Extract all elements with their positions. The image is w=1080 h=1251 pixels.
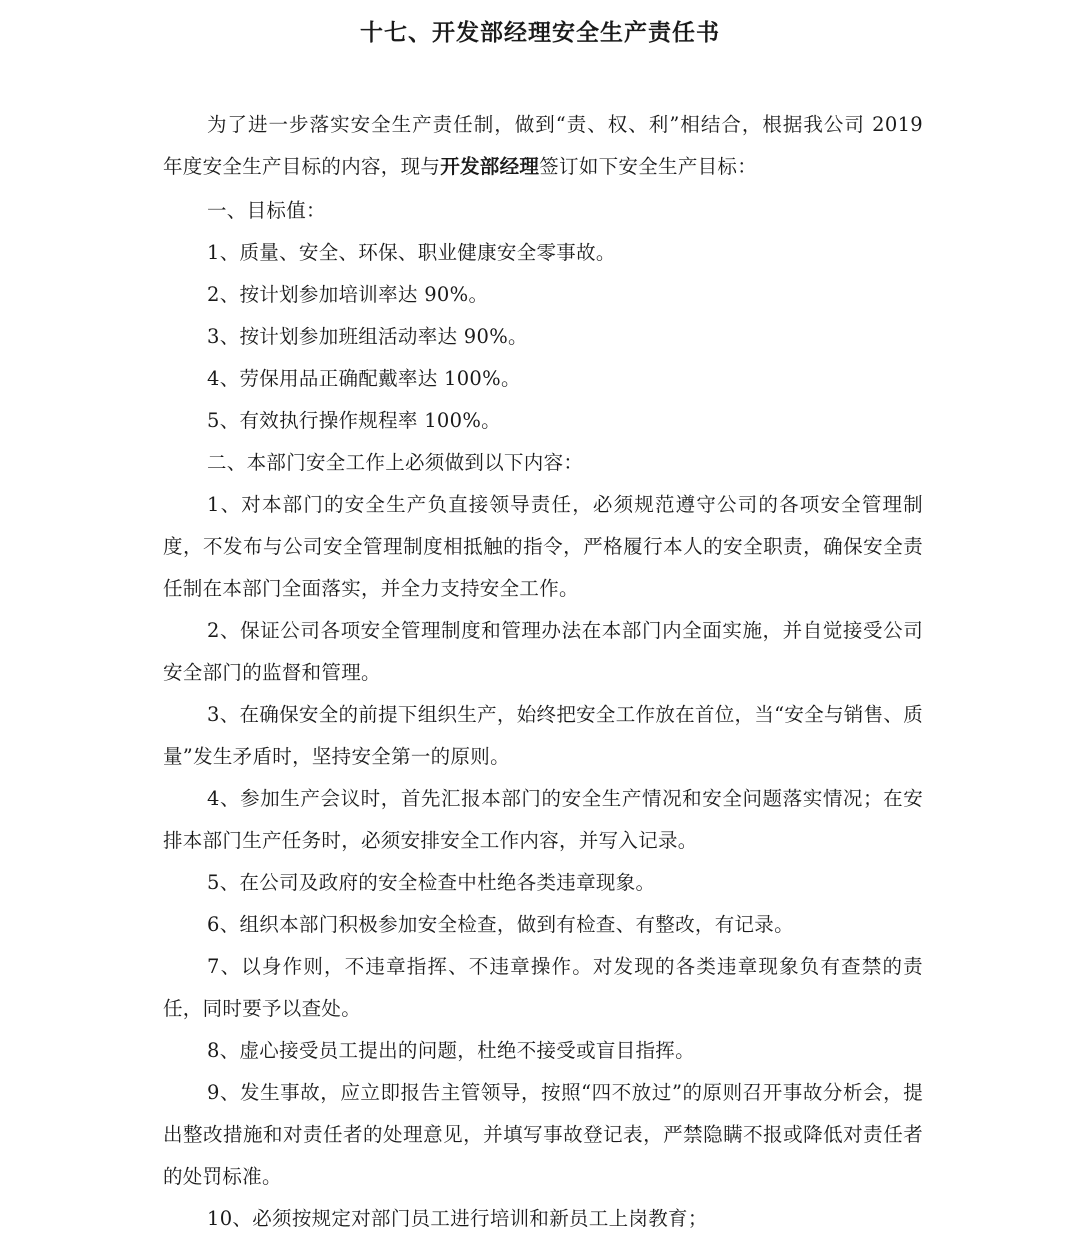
section2-item: 7、以身作则，不违章指挥、不违章操作。对发现的各类违章现象负有查禁的责任，同时要予以查处。 (163, 955, 923, 1020)
document-body (163, 104, 923, 1240)
document-title: 十七、开发部经理安全生产责任书 (360, 19, 720, 46)
section1-item: 1、质量、安全、环保、职业健康安全零事故。 (207, 241, 616, 264)
section2-heading: 二、本部门安全工作上必须做到以下内容： (207, 451, 584, 474)
section2-item: 3、在确保安全的前提下组织生产，始终把安全工作放在首位，当“安全与销售、质量”发生矛盾时，坚持安全第一的原则。 (163, 703, 923, 768)
intro-bold-role: 开发部经理 (440, 155, 540, 178)
section2-item: 6、组织本部门积极参加安全检查，做到有检查、有整改，有记录。 (207, 913, 794, 936)
section1-item: 3、按计划参加班组活动率达 90%。 (207, 325, 528, 348)
section2-item: 8、虚心接受员工提出的问题，杜绝不接受或盲目指挥。 (207, 1039, 695, 1062)
intro-text-before: 为了进一步落实安全生产责任制，做到“责、权、利”相结合，根据我公司 2019 年度安全生产目标的内容，现与 (163, 113, 923, 178)
section2-item: 10、必须按规定对部门员工进行培训和新员工上岗教育； (207, 1207, 708, 1230)
section1-item: 2、按计划参加培训率达 90%。 (207, 283, 489, 306)
section1-item: 5、有效执行操作规程率 100%。 (207, 409, 501, 432)
section1-heading: 一、目标值： (207, 199, 326, 222)
section1-item: 4、劳保用品正确配戴率达 100%。 (207, 367, 521, 390)
section2-item: 2、保证公司各项安全管理制度和管理办法在本部门内全面实施，并自觉接受公司安全部门的监督和管理。 (163, 619, 923, 684)
intro-text-after: 签订如下安全生产目标： (539, 155, 758, 178)
section2-item: 5、在公司及政府的安全检查中杜绝各类违章现象。 (207, 871, 656, 894)
intro-paragraph (163, 104, 923, 188)
section2-item: 4、参加生产会议时，首先汇报本部门的安全生产情况和安全问题落实情况；在安排本部门生产任务时，必须安排安全工作内容，并写入记录。 (163, 787, 923, 852)
section2-item: 9、发生事故，应立即报告主管领导，按照“四不放过”的原则召开事故分析会，提出整改措施和对责任者的处理意见，并填写事故登记表，严禁隐瞒不报或降低对责任者的处罚标准。 (163, 1081, 923, 1188)
section2-item: 1、对本部门的安全生产负直接领导责任，必须规范遵守公司的各项安全管理制度，不发布与公司安全管理制度相抵触的指令，严格履行本人的安全职责，确保安全责任制在本部门全面落实，并全力支持安全工作。 (163, 493, 923, 600)
